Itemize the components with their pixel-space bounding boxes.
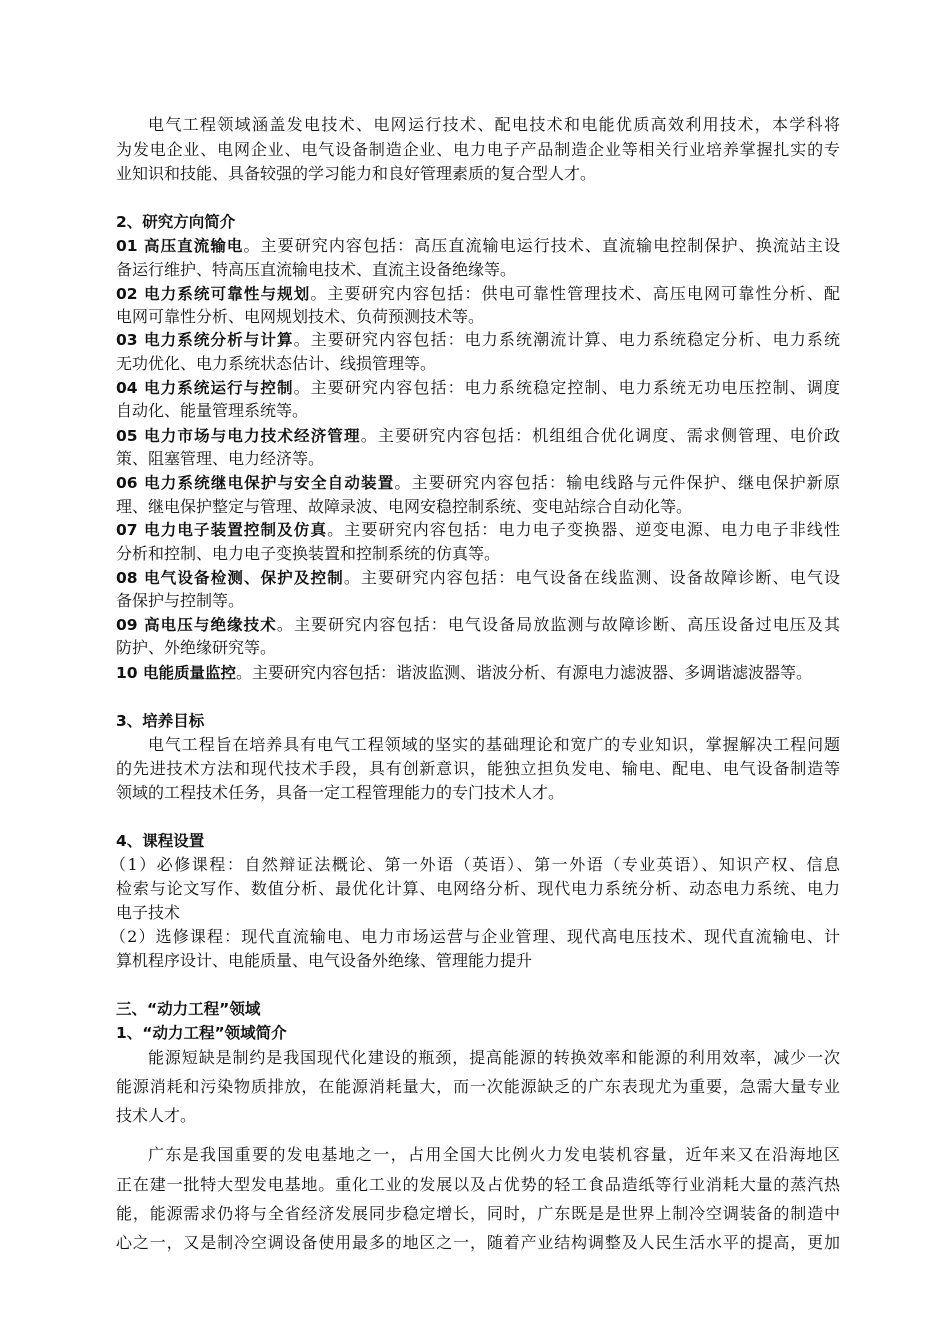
intro-line: 业知识和技能、具备较强的学习能力和良好管理素质的复合型人才。 [116, 164, 597, 183]
research-item-title: 10 电能质量监控 [116, 664, 236, 682]
subheading-power-engineering-intro: 1、“动力工程”领域简介 [116, 1024, 287, 1042]
research-item-desc: 。主要研究内容包括：电力系统潮流计算、电力系统稳定分析、电力系统 [293, 330, 840, 349]
research-item [116, 471, 840, 495]
research-item-title: 07 电力电子装置控制及仿真 [116, 521, 328, 539]
research-item-desc: 。主要研究内容包括：输电线路与元件保护、继电保护新原 [394, 473, 840, 492]
intro-line: 为发电企业、电网企业、电气设备制造企业、电力电子产品制造企业等相关行业培养掌握扎实的专 [116, 140, 840, 159]
research-item [116, 234, 840, 258]
section-heading-research: 2、研究方向简介 [116, 213, 236, 231]
power-para2-line: 能，能源需求仍将与全省经济发展同步稳定增长，同时，广东既是是世界上制冷空调装备的制造中 [116, 1204, 840, 1223]
part-heading-power-engineering: 三、“动力工程”领域 [116, 1000, 261, 1018]
research-item-title: 03 电力系统分析与计算 [116, 331, 294, 349]
research-item [116, 613, 840, 637]
research-item-cont: 电网可靠性分析、电网规划技术、负荷预测技术等。 [116, 307, 485, 326]
research-item-cont: 备运行维护、特高压直流输电技术、直流主设备绝缘等。 [116, 260, 517, 279]
research-item-cont: 无功优化、电力系统状态估计、线损管理等。 [116, 354, 437, 373]
elective-courses-line: 算机程序设计、电能质量、电气设备外绝缘、管理能力提升 [116, 951, 533, 970]
required-courses-line: 电子技术 [116, 903, 181, 922]
research-item-title: 02 电力系统可靠性与规划 [116, 285, 311, 303]
power-para1-line: 能源短缺是制约是我国现代化建设的瓶颈，提高能源的转换效率和能源的利用效率，减少一次 [148, 1048, 840, 1067]
goals-line: 电气工程旨在培养具有电气工程领域的坚实的基础理论和宽广的专业知识，掌握解决工程问题 [148, 735, 840, 754]
research-item-title: 04 电力系统运行与控制 [116, 379, 294, 397]
research-item [116, 424, 840, 448]
research-item-title: 05 电力市场与电力技术经济管理 [116, 427, 361, 445]
research-item-title: 09 高电压与绝缘技术 [116, 616, 277, 634]
research-item-title: 06 电力系统继电保护与安全自动装置 [116, 474, 395, 492]
research-item-desc: 。主要研究内容包括：高压直流输电运行技术、直流输电控制保护、换流站主设 [243, 236, 840, 255]
power-para2-line: 心之一，又是制冷空调设备使用最多的地区之一，随着产业结构调整及人民生活水平的提高，更加 [116, 1233, 840, 1252]
research-item-cont: 自动化、能量管理系统等。 [116, 401, 309, 420]
intro-line: 电气工程领域涵盖发电技术、电网运行技术、配电技术和电能优质高效利用技术，本学科将 [148, 115, 840, 134]
research-item-desc: 。主要研究内容包括：谐波监测、谐波分析、有源电力滤波器、多调谐滤波器等。 [235, 663, 812, 682]
research-item-desc: 。主要研究内容包括：机组组合优化调度、需求侧管理、电价政 [360, 426, 840, 445]
power-para1-line: 能源消耗和污染物质排放，在能源消耗量大，而一次能源缺乏的广东表现尤为重要，急需大量专业 [116, 1077, 840, 1096]
power-para2-line: 正在建一批特大型发电基地。重化工业的发展以及占优势的轻工食品造纸等行业消耗大量的蒸汽热 [116, 1175, 840, 1194]
required-courses-line: 检索与论文写作、数值分析、最优化计算、电网络分析、现代电力系统分析、动态电力系统、电力 [116, 879, 840, 898]
research-item [116, 566, 840, 590]
research-item-cont: 备保护与控制等。 [116, 591, 245, 610]
research-item-title: 01 高压直流输电 [116, 237, 244, 255]
research-item-desc: 。主要研究内容包括：供电可靠性管理技术、高压电网可靠性分析、配 [310, 284, 840, 303]
research-item [116, 376, 840, 400]
research-item-cont: 理、继电保护整定与管理、故障录波、电网安稳控制系统、变电站综合自动化等。 [116, 497, 693, 516]
section-heading-goals: 3、培养目标 [116, 712, 205, 730]
elective-courses-line: （2）选修课程：现代直流输电、电力市场运营与企业管理、现代高电压技术、现代直流输电、计 [110, 927, 840, 946]
research-item-cont: 分析和控制、电力电子变换装置和控制系统的仿真等。 [116, 544, 501, 563]
section-heading-courses: 4、课程设置 [116, 832, 205, 850]
power-para2-line: 广东是我国重要的发电基地之一，占用全国大比例火力发电装机容量，近年来又在沿海地区 [148, 1145, 840, 1164]
research-item [116, 328, 840, 352]
required-courses-line: （1）必修课程：自然辩证法概论、第一外语（英语）、第一外语（专业英语）、知识产权、信息 [110, 855, 840, 874]
research-item [116, 518, 840, 542]
research-item-cont: 策、阻塞管理、电力经济等。 [116, 449, 325, 468]
research-item-desc: 。主要研究内容包括：电气设备在线监测、设备故障诊断、电气设 [343, 568, 840, 587]
research-item [116, 282, 840, 306]
goals-line: 领域的工程技术任务，具备一定工程管理能力的专门技术人才。 [116, 783, 565, 802]
research-item [116, 661, 840, 685]
research-item-desc: 。主要研究内容包括：电力电子变换器、逆变电源、电力电子非线性 [327, 520, 840, 539]
research-item-desc: 。主要研究内容包括：电气设备局放监测与故障诊断、高压设备过电压及其 [276, 615, 840, 634]
power-para1-line: 技术人才。 [116, 1106, 197, 1125]
goals-line: 的先进技术方法和现代技术手段，具有创新意识，能独立担负发电、输电、配电、电气设备制造等 [116, 759, 840, 778]
research-item-desc: 。主要研究内容包括：电力系统稳定控制、电力系统无功电压控制、调度 [293, 378, 840, 397]
research-item-title: 08 电气设备检测、保护及控制 [116, 569, 344, 587]
research-item-cont: 防护、外绝缘研究等。 [116, 638, 277, 657]
